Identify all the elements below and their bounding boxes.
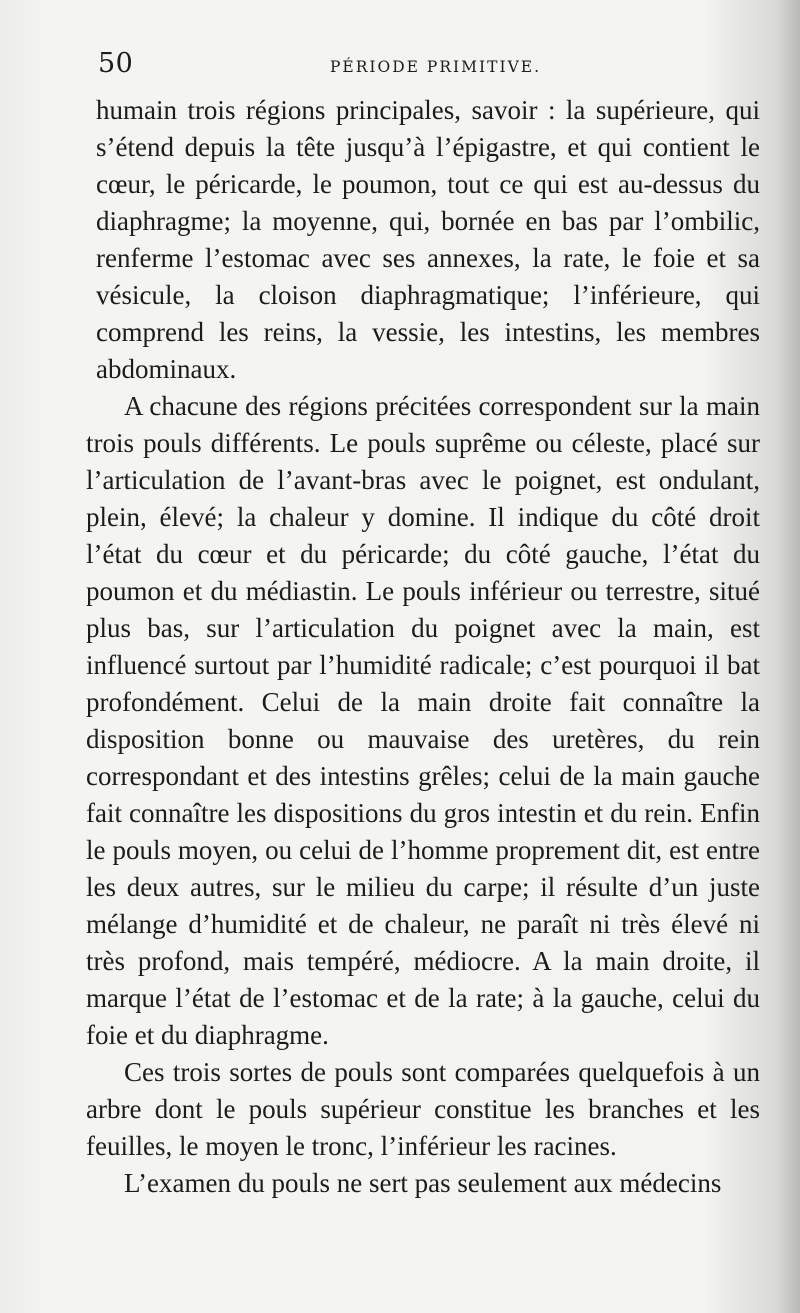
page-number: 50 — [98, 48, 134, 79]
running-title: PÉRIODE PRIMITIVE. — [330, 58, 542, 76]
paragraph-examination: L’examen du pouls ne sert pas seulement aux médecins — [124, 1168, 722, 1198]
body-text — [86, 92, 760, 1202]
running-head — [98, 48, 740, 88]
paragraph-continued: humain trois régions principales, savoir : la supérieure, qui s’étend depuis la tête jusqu’à l’épigastre, et qui contient le cœur, le péricarde, le poumon, tout ce qui est au-dessus du diaphragme; la moyenne, qui, bornée en bas par l’ombilic, renferme l’estomac avec ses annexes, la rate, le foie et sa vésicule, la cloison diaphragmatique; l’inférieure, qui comprend les reins, la vessie, les intestins, les membres abdominaux. — [96, 95, 760, 384]
paragraph-tree-comparison: Ces trois sortes de pouls sont comparées quelquefois à un arbre dont le pouls supérieur constitue les branches et les feuilles, le moyen le tronc, l’inférieur les racines. — [86, 1057, 760, 1161]
paragraph-pulses: A chacune des régions précitées correspondent sur la main trois pouls différents. Le pouls suprême ou céleste, placé sur l’articulation de l’avant-bras avec le poignet, est ondulant, plein, élevé; la chaleur y domine. Il indique du côté droit l’état du cœur et du péricarde; du côté gauche, l’état du poumon et du médiastin. Le pouls inférieur ou terrestre, situé plus bas, sur l’articulation du poignet avec la main, est influencé surtout par l’humidité radicale; c’est pourquoi il bat profondément. Celui de la main droite fait connaître la disposition bonne ou mauvaise des uretères, du rein correspondant et des intestins grêles; celui de la main gauche fait connaître les dispositions du gros intestin et du rein. Enfin le pouls moyen, ou celui de l’homme proprement dit, est entre les deux autres, sur le milieu du carpe; il résulte d’un juste mélange d’humidité et de chaleur, ne paraît ni très élevé ni très profond, mais tempéré, médiocre. A la main droite, il marque l’état de l’estomac et de la rate; à la gauche, celui du foie et du diaphragme. — [86, 391, 760, 1050]
